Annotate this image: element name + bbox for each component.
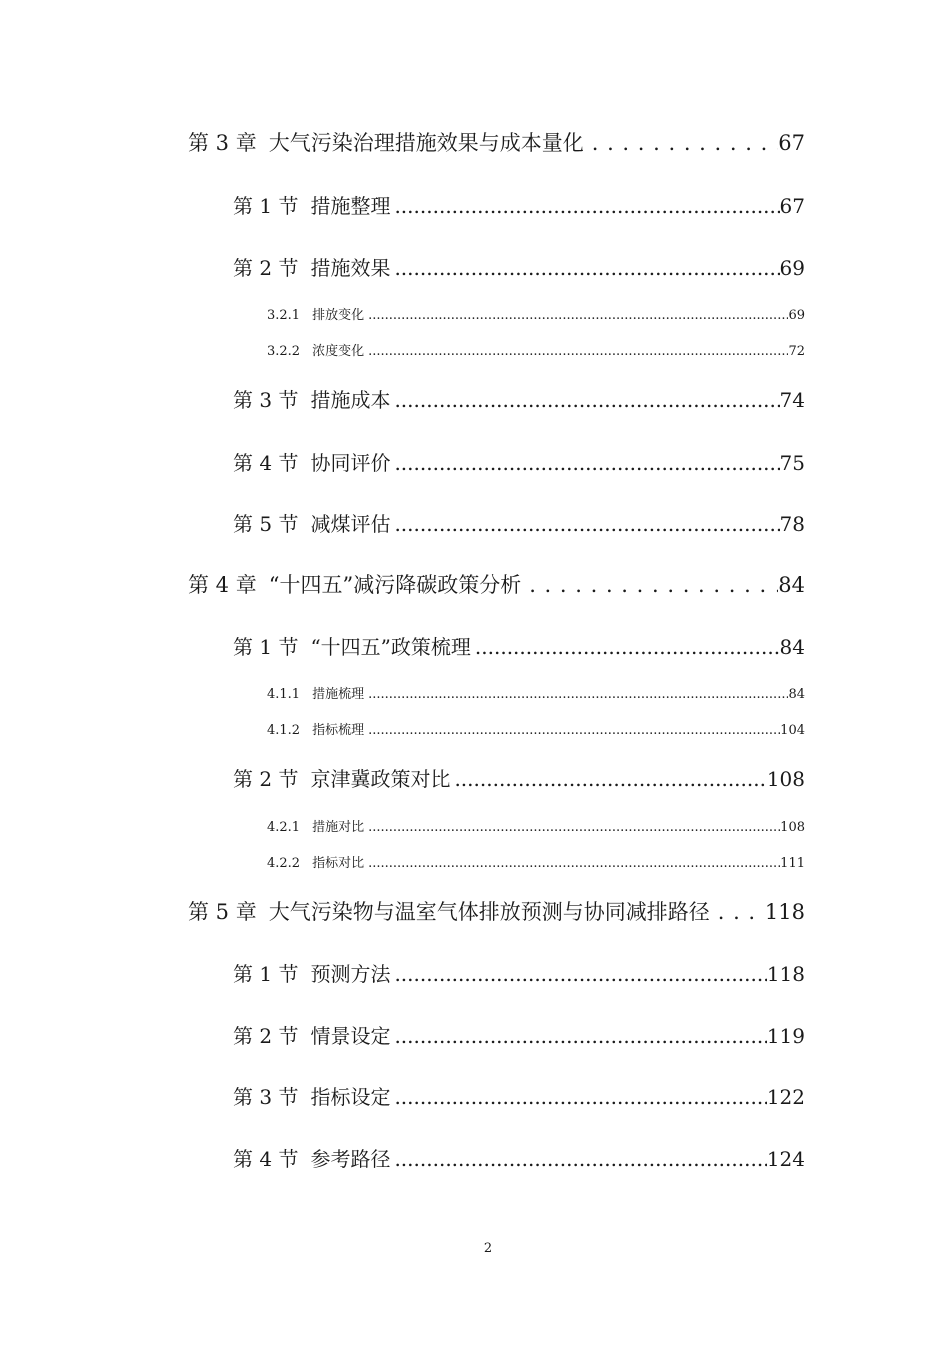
toc-chapter-title: 大气污染治理措施效果与成本量化 — [268, 131, 584, 155]
toc-entry-subsection[interactable] — [267, 340, 805, 359]
toc-page-number: 118 — [766, 962, 805, 986]
toc-entry-section[interactable] — [233, 1020, 805, 1049]
toc-section-title: 措施成本 — [310, 388, 391, 412]
dot-leader — [364, 856, 780, 871]
toc-section-number: 第 3 节 — [233, 388, 299, 412]
toc-section-title: 措施整理 — [310, 194, 391, 218]
page-number-footer: 2 — [483, 1241, 493, 1256]
dot-leader — [364, 308, 788, 323]
dot-leader — [521, 573, 778, 597]
dot-leader — [450, 767, 766, 791]
toc-entry-section[interactable] — [233, 958, 805, 987]
toc-section-title: 预测方法 — [310, 962, 391, 986]
toc-page-number: 74 — [779, 388, 805, 412]
toc-subsection-title: 指标对比 — [312, 856, 365, 871]
toc-chapter-number: 第 4 章 — [188, 573, 257, 597]
toc-entry-subsection[interactable] — [267, 719, 805, 738]
toc-subsection-title: 指标梳理 — [312, 723, 365, 738]
toc-page-number: 118 — [764, 900, 805, 924]
toc-page-number: 84 — [778, 573, 805, 597]
toc-entry-subsection[interactable] — [267, 683, 805, 702]
toc-subsection-number: 3.2.1 — [267, 308, 301, 323]
toc-section-title: 协同评价 — [310, 451, 391, 475]
toc-entry-chapter[interactable] — [188, 569, 805, 599]
toc-page-number: 69 — [788, 308, 805, 323]
dot-leader — [390, 388, 779, 412]
toc-section-number: 第 2 节 — [233, 1024, 299, 1048]
toc-entry-chapter[interactable] — [188, 127, 805, 157]
toc-subsection-number: 4.2.1 — [267, 820, 301, 835]
toc-section-number: 第 5 节 — [233, 512, 299, 536]
toc-section-title: 减煤评估 — [310, 512, 391, 536]
toc-subsection-number: 4.2.2 — [267, 856, 301, 871]
dot-leader — [390, 1085, 766, 1109]
toc-section-title: 情景设定 — [310, 1024, 391, 1048]
dot-leader — [364, 820, 780, 835]
toc-section-number: 第 2 节 — [233, 256, 299, 280]
toc-page-number: 67 — [779, 194, 805, 218]
toc-page-number: 78 — [779, 512, 805, 536]
toc-page-number: 111 — [780, 856, 805, 871]
toc-entry-section[interactable] — [233, 252, 805, 281]
toc-chapter-number: 第 3 章 — [188, 131, 257, 155]
dot-leader — [390, 256, 779, 280]
toc-page-number: 84 — [779, 635, 805, 659]
toc-subsection-number: 4.1.1 — [267, 687, 301, 702]
toc-section-title: 参考路径 — [310, 1147, 391, 1171]
toc-subsection-number: 4.1.2 — [267, 723, 301, 738]
toc-page-number: 72 — [788, 344, 805, 359]
toc-entry-section[interactable] — [233, 190, 805, 219]
toc-entry-subsection[interactable] — [267, 816, 805, 835]
toc-page-number: 84 — [788, 687, 805, 702]
toc-section-number: 第 3 节 — [233, 1085, 299, 1109]
dot-leader — [390, 512, 779, 536]
toc-section-number: 第 1 节 — [233, 635, 299, 659]
toc-page-number: 75 — [779, 451, 805, 475]
toc-page-number: 104 — [780, 723, 805, 738]
dot-leader — [390, 1024, 766, 1048]
toc-section-title: “十四五”政策梳理 — [310, 635, 471, 659]
toc-section-title: 指标设定 — [310, 1085, 391, 1109]
toc-entry-subsection[interactable] — [267, 304, 805, 323]
toc-page-number: 108 — [780, 820, 805, 835]
toc-section-number: 第 4 节 — [233, 451, 299, 475]
toc-entry-section[interactable] — [233, 447, 805, 476]
dot-leader — [390, 1147, 766, 1171]
toc-entry-section[interactable] — [233, 384, 805, 413]
toc-subsection-number: 3.2.2 — [267, 344, 301, 359]
dot-leader — [364, 723, 780, 738]
toc-page-number: 124 — [766, 1147, 805, 1171]
toc-section-title: 京津冀政策对比 — [310, 767, 451, 791]
toc-subsection-title: 排放变化 — [312, 308, 365, 323]
dot-leader — [390, 962, 766, 986]
toc-entry-subsection[interactable] — [267, 852, 805, 871]
toc-section-title: 措施效果 — [310, 256, 391, 280]
toc-chapter-title: 大气污染物与温室气体排放预测与协同减排路径 — [268, 900, 710, 924]
toc-section-number: 第 1 节 — [233, 962, 299, 986]
dot-leader — [584, 131, 779, 155]
toc-section-number: 第 1 节 — [233, 194, 299, 218]
toc-page-number: 69 — [779, 256, 805, 280]
dot-leader — [390, 451, 779, 475]
toc-entry-section[interactable] — [233, 631, 805, 660]
toc-entry-section[interactable] — [233, 763, 805, 792]
toc-subsection-title: 措施对比 — [312, 820, 365, 835]
dot-leader — [390, 194, 779, 218]
toc-chapter-number: 第 5 章 — [188, 900, 257, 924]
toc-section-number: 第 4 节 — [233, 1147, 299, 1171]
toc-entry-chapter[interactable] — [188, 896, 805, 926]
toc-entry-section[interactable] — [233, 1143, 805, 1172]
toc-section-number: 第 2 节 — [233, 767, 299, 791]
dot-leader — [710, 900, 765, 924]
toc-chapter-title: “十四五”减污降碳政策分析 — [268, 573, 522, 597]
dot-leader — [471, 635, 780, 659]
dot-leader — [364, 687, 788, 702]
toc-subsection-title: 浓度变化 — [312, 344, 365, 359]
toc-page-number: 122 — [766, 1085, 805, 1109]
toc-entry-section[interactable] — [233, 508, 805, 537]
toc-page-number: 67 — [778, 131, 805, 155]
toc-page-number: 119 — [766, 1024, 805, 1048]
toc-entry-section[interactable] — [233, 1081, 805, 1110]
dot-leader — [364, 344, 788, 359]
toc-page-number: 108 — [766, 767, 805, 791]
toc-subsection-title: 措施梳理 — [312, 687, 365, 702]
